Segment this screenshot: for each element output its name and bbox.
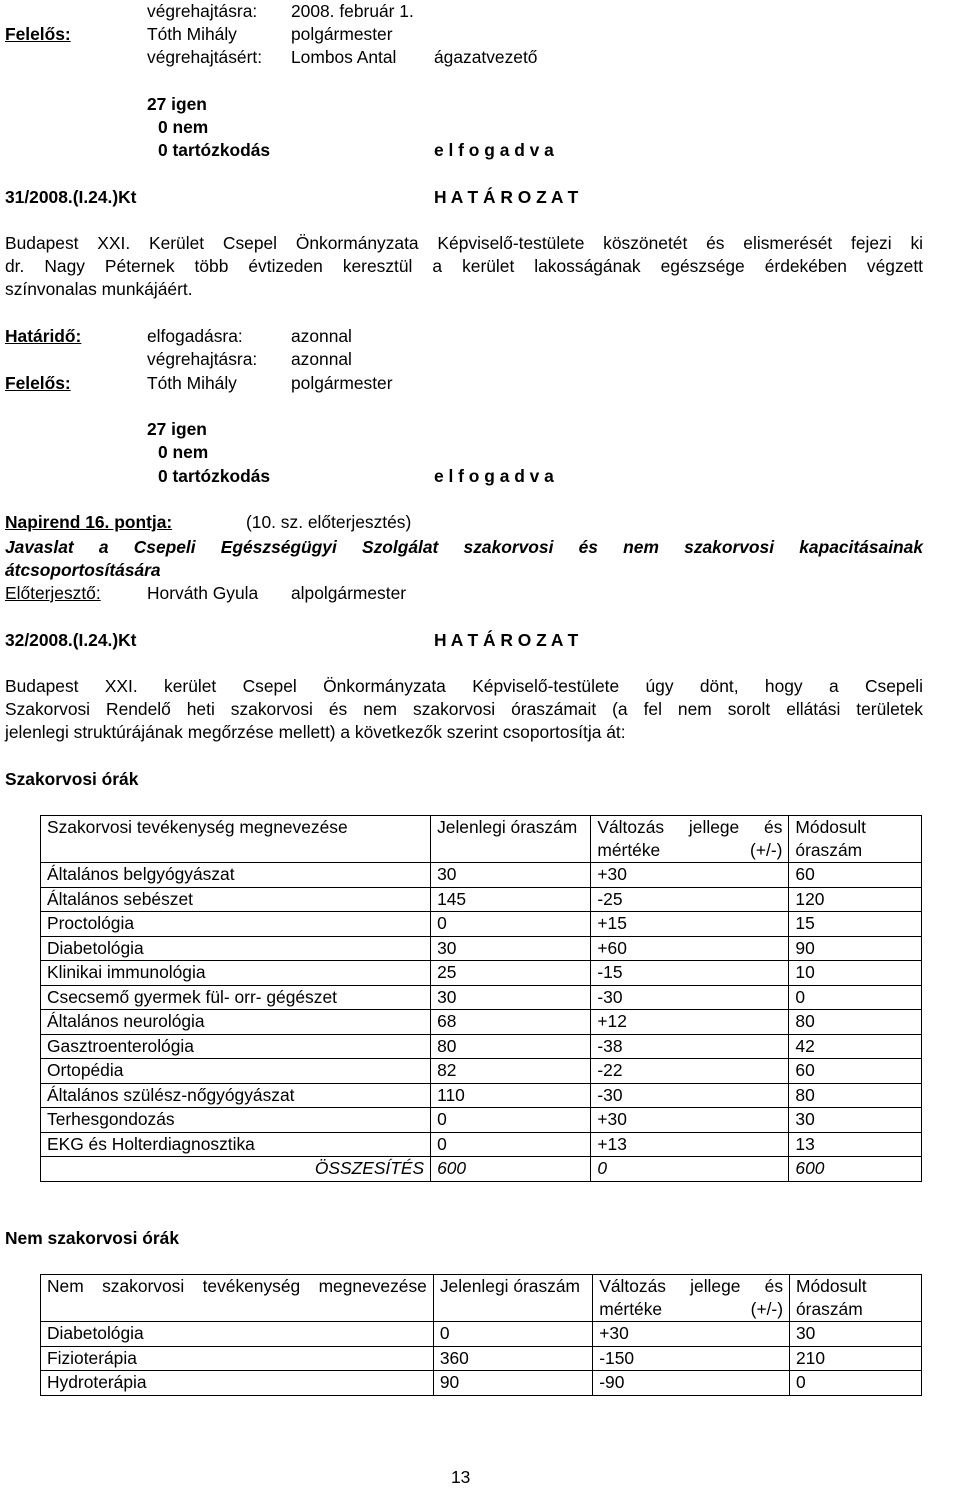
block1-line3-label: végrehajtásért: (147, 47, 263, 67)
table-cell: Általános sebészet (41, 887, 431, 912)
table1-header-row (41, 816, 922, 863)
table-cell: 42 (789, 1034, 922, 1059)
table-cell: 0 (431, 1132, 591, 1157)
block1-votes-tart: 0 tartózkodás (158, 140, 271, 160)
table-row (41, 1322, 922, 1347)
res31-felelos-label: Felelős: (5, 373, 71, 393)
table-cell: Hydroterápia (41, 1371, 434, 1396)
table1-total-row (41, 1157, 922, 1182)
table-cell: 0 (790, 1371, 922, 1396)
table-row (41, 887, 922, 912)
table1-header-cell: Változás jellege és mértéke (+/-) (591, 816, 789, 863)
table2-header-row (41, 1275, 922, 1322)
total-cell: 600 (431, 1157, 591, 1182)
res31-body-line2: dr. Nagy Péternek több évtizeden keresztül a kerület lakosságának egészsége érdekében végzett (5, 256, 923, 276)
table-cell: 30 (431, 936, 591, 961)
table-cell: 80 (789, 1010, 922, 1035)
table2-header-cell: Jelenlegi óraszám (433, 1275, 592, 1322)
table-cell: -15 (591, 961, 789, 986)
table-cell: 90 (433, 1371, 592, 1396)
table1-header-cell: Szakorvosi tevékenység megnevezése (41, 816, 431, 863)
table-row (41, 912, 922, 937)
table-row (41, 1346, 922, 1371)
res32-number: 32/2008.(I.24.)Kt (5, 630, 137, 650)
table-row (41, 936, 922, 961)
res31-felelos-role: polgármester (291, 373, 393, 393)
table-cell: Diabetológia (41, 936, 431, 961)
block1-line1-label: végrehajtásra: (147, 1, 258, 21)
res32-body-line3: jelenlegi struktúrájának megőrzése mellett) a következők szerint csoportosítja át: (5, 722, 626, 742)
table2 (40, 1274, 922, 1396)
block1-result: e l f o g a d v a (434, 140, 554, 160)
res31-title: H A T Á R O Z A T (434, 187, 579, 207)
table-cell: 80 (789, 1083, 922, 1108)
table-row (41, 1059, 922, 1084)
table-row (41, 863, 922, 888)
block1-line3-role: ágazatvezető (434, 47, 538, 67)
page-number: 13 (451, 1467, 471, 1487)
table2-header-cell: Nem szakorvosi tevékenység megnevezése (41, 1275, 434, 1322)
table-cell: Általános szülész-nőgyógyászat (41, 1083, 431, 1108)
table2-header-cell: Változás jellege és mértéke (+/-) (593, 1275, 790, 1322)
agenda-title-line2: átcsoportosítására (5, 560, 161, 580)
table1-section-title: Szakorvosi órák (5, 769, 139, 789)
block1-line2-role: polgármester (291, 24, 393, 44)
table-row (41, 1371, 922, 1396)
agenda-title-line1: Javaslat a Csepeli Egészségügyi Szolgálat szakorvosi és nem szakorvosi kapacitásainak (5, 537, 923, 557)
table1-header-cell: Módosult óraszám (789, 816, 922, 863)
table2-section-title: Nem szakorvosi órák (5, 1228, 179, 1248)
table-cell: Fizioterápia (41, 1346, 434, 1371)
res31-body-line3: színvonalas munkájáért. (5, 279, 193, 299)
block1-line2-name: Tóth Mihály (147, 24, 237, 44)
table-cell: 60 (789, 863, 922, 888)
agenda-sz: (10. sz. előterjesztés) (246, 512, 412, 532)
table-cell: Proctológia (41, 912, 431, 937)
block1-line3-name: Lombos Antal (291, 47, 397, 67)
table-cell: -90 (593, 1371, 790, 1396)
res31-vegr-value: azonnal (291, 349, 352, 369)
table-cell: +30 (593, 1322, 790, 1347)
table-cell: 30 (431, 863, 591, 888)
table-cell: 0 (789, 985, 922, 1010)
table-cell: +12 (591, 1010, 789, 1035)
table-cell: -38 (591, 1034, 789, 1059)
table2-header-cell: Módosult óraszám (790, 1275, 922, 1322)
res31-number: 31/2008.(I.24.)Kt (5, 187, 137, 207)
block1-line1-value: 2008. február 1. (291, 1, 414, 21)
res31-votes-nem: 0 nem (158, 442, 209, 462)
res32-body-line2: Szakorvosi Rendelő heti szakorvosi és nem szakorvosi óraszámait (a fel nem sorolt ellátási területek (5, 699, 923, 719)
total-label: ÖSSZESÍTÉS (41, 1157, 431, 1182)
table1 (40, 815, 922, 1182)
table-cell: 30 (431, 985, 591, 1010)
res31-felelos-name: Tóth Mihály (147, 373, 237, 393)
agenda-eloterjeszto-label: Előterjesztő: (5, 583, 101, 603)
table-cell: +15 (591, 912, 789, 937)
agenda-eloterjeszto-name: Horváth Gyula (147, 583, 259, 603)
table-cell: +30 (591, 863, 789, 888)
res31-elf-label: elfogadásra: (147, 326, 243, 346)
agenda-eloterjeszto-role: alpolgármester (291, 583, 407, 603)
table-row (41, 985, 922, 1010)
table-cell: 110 (431, 1083, 591, 1108)
table-cell: 80 (431, 1034, 591, 1059)
table-cell: Csecsemő gyermek fül- orr- gégészet (41, 985, 431, 1010)
table-cell: 210 (790, 1346, 922, 1371)
table-row (41, 1083, 922, 1108)
total-cell: 0 (591, 1157, 789, 1182)
table-cell: 360 (433, 1346, 592, 1371)
table-cell: 13 (789, 1132, 922, 1157)
table-cell: 0 (431, 1108, 591, 1133)
table-cell: +13 (591, 1132, 789, 1157)
table-cell: 90 (789, 936, 922, 961)
table-cell: 68 (431, 1010, 591, 1035)
table-row (41, 961, 922, 986)
table-cell: Terhesgondozás (41, 1108, 431, 1133)
res31-hatarido-label: Határidő: (5, 326, 82, 346)
table-cell: 10 (789, 961, 922, 986)
table-cell: -25 (591, 887, 789, 912)
res31-body-line1: Budapest XXI. Kerület Csepel Önkormányzata Képviselő-testülete köszönetét és elismerését fejezi ki (5, 233, 923, 253)
table-cell: Gasztroenterológia (41, 1034, 431, 1059)
table-cell: -22 (591, 1059, 789, 1084)
res31-votes-igen: 27 igen (147, 419, 207, 439)
table-cell: 30 (790, 1322, 922, 1347)
table-cell: 82 (431, 1059, 591, 1084)
res32-title: H A T Á R O Z A T (434, 630, 579, 650)
table-cell: Általános neurológia (41, 1010, 431, 1035)
table-row (41, 1108, 922, 1133)
table-row (41, 1010, 922, 1035)
table-cell: Általános belgyógyászat (41, 863, 431, 888)
res32-body-line1: Budapest XXI. kerület Csepel Önkormányzata Képviselő-testülete úgy dönt, hogy a Csepeli (5, 676, 923, 696)
block1-votes-nem: 0 nem (158, 117, 209, 137)
res31-vegr-label: végrehajtásra: (147, 349, 258, 369)
table-cell: -30 (591, 1083, 789, 1108)
table-cell: 120 (789, 887, 922, 912)
table-cell: Ortopédia (41, 1059, 431, 1084)
table-cell: 0 (431, 912, 591, 937)
table-cell: 30 (789, 1108, 922, 1133)
table-cell: Klinikai immunológia (41, 961, 431, 986)
table-cell: 25 (431, 961, 591, 986)
table-cell: 0 (433, 1322, 592, 1347)
table-cell: 145 (431, 887, 591, 912)
table-cell: Diabetológia (41, 1322, 434, 1347)
table-cell: -30 (591, 985, 789, 1010)
res31-elf-value: azonnal (291, 326, 352, 346)
table-cell: +60 (591, 936, 789, 961)
table-cell: -150 (593, 1346, 790, 1371)
table1-header-cell: Jelenlegi óraszám (431, 816, 591, 863)
block1-felelos-label: Felelős: (5, 24, 71, 44)
table-row (41, 1034, 922, 1059)
block1-votes-igen: 27 igen (147, 94, 207, 114)
table-cell: +30 (591, 1108, 789, 1133)
res31-result: e l f o g a d v a (434, 466, 554, 486)
table-row (41, 1132, 922, 1157)
agenda-napirend: Napirend 16. pontja: (5, 512, 173, 532)
table-cell: EKG és Holterdiagnosztika (41, 1132, 431, 1157)
table-cell: 15 (789, 912, 922, 937)
table-cell: 60 (789, 1059, 922, 1084)
total-cell: 600 (789, 1157, 922, 1182)
res31-votes-tart: 0 tartózkodás (158, 466, 271, 486)
